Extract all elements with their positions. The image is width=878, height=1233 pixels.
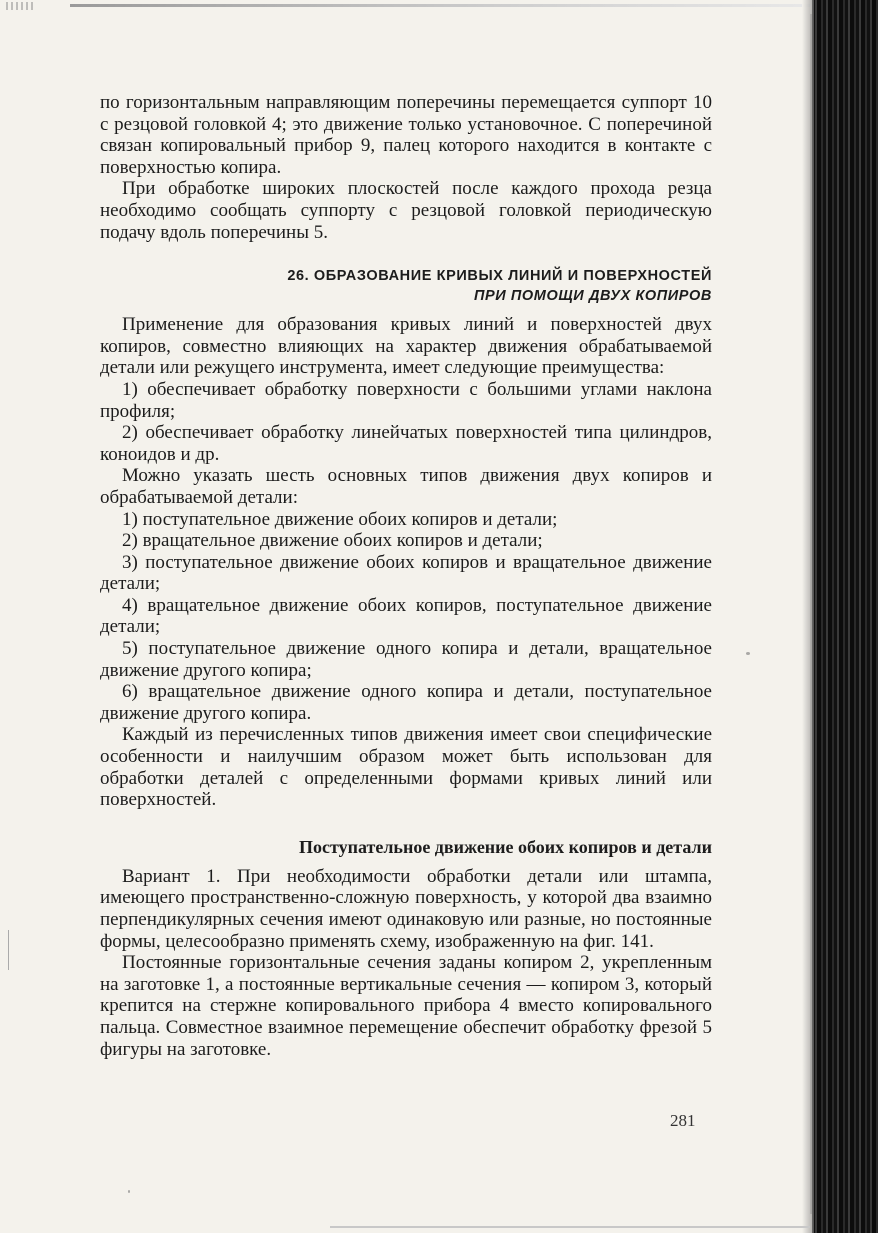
paragraph: При обработке широких плоскостей после каждого прохода резца необходимо сообщать суппорту с резцовой головкой периодическую подачу вдоль поперечины 5. xyxy=(100,178,712,243)
list-item: 1) поступательное движение обоих копиров и детали; xyxy=(122,508,558,530)
paragraph: Каждый из перечисленных типов движения имеет свои специфические особенности и наилучшим образом может быть использован для обработки деталей с определенными формами кривых линий или поверхностей. xyxy=(100,724,712,811)
binding-edge-shadow xyxy=(812,0,878,1233)
scan-artifact xyxy=(8,930,9,970)
scan-artifact xyxy=(6,2,36,10)
paragraph: по горизонтальным направляющим поперечины перемещается суппорт 10 с резцовой головкой 4; это движение только установочное. С поперечиной связан копировальный прибор 9, палец которого находится в контакте с поверхностью копира. xyxy=(100,92,712,178)
list-item: 2) вращательное движение обоих копиров и детали; xyxy=(122,530,543,552)
list-item: 4) вращательное движение обоих копиров, поступательное движение детали; xyxy=(100,594,712,638)
bottom-edge-rule xyxy=(330,1226,810,1228)
scan-speck xyxy=(128,1190,130,1193)
top-edge-rule xyxy=(70,4,810,7)
paragraph: Применение для образования кривых линий и поверхностей двух копиров, совместно влияющих на характер движения обрабатываемой детали или режущего инструмента, имеет следующие преимущества: xyxy=(100,314,712,379)
section-heading-line: ПРИ ПОМОЩИ ДВУХ КОПИРОВ xyxy=(473,288,712,305)
section-heading xyxy=(100,266,712,306)
scan-speck xyxy=(746,652,750,655)
subsection-heading: Поступательное движение обоих копиров и детали xyxy=(299,836,712,857)
paragraph: Постоянные горизонтальные сечения заданы копиром 2, укрепленным на заготовке 1, а постоянные вертикальные сечения — копиром 3, который крепится на стержне копировального прибора 4 вместо копировального пальца. Совместное взаимное перемещение обеспечит обработку фрезой 5 фигуры на заготовке. xyxy=(100,952,712,1060)
page-number: 281 xyxy=(670,1111,696,1130)
list-item: 1) обеспечивает обработку поверхности с большими углами наклона профиля; xyxy=(100,378,712,422)
list-item: 2) обеспечивает обработку линейчатых поверхностей типа цилиндров, коноидов и др. xyxy=(100,422,712,465)
paragraph: Вариант 1. При необходимости обработки детали или штампа, имеющего пространственно-сложную поверхность, у которой два взаимно перпендикулярных сечения имеют одинаковую или разные, но постоянные формы, целесообразно применять схему, изображенную на фиг. 141. xyxy=(100,865,712,952)
list-item: 3) поступательное движение обоих копиров и вращательное движение детали; xyxy=(100,551,712,595)
page-body xyxy=(100,92,712,1060)
list-item: 6) вращательное движение одного копира и детали, поступательное движение другого копира. xyxy=(100,681,712,724)
paragraph: Можно указать шесть основных типов движения двух копиров и обрабатываемой детали: xyxy=(100,465,712,508)
list-item: 5) поступательное движение одного копира и детали, вращательное движение другого копира; xyxy=(100,638,712,681)
section-heading-line: 26. ОБРАЗОВАНИЕ КРИВЫХ ЛИНИЙ И ПОВЕРХНОСТЕЙ xyxy=(287,268,712,285)
section-body xyxy=(100,314,712,811)
